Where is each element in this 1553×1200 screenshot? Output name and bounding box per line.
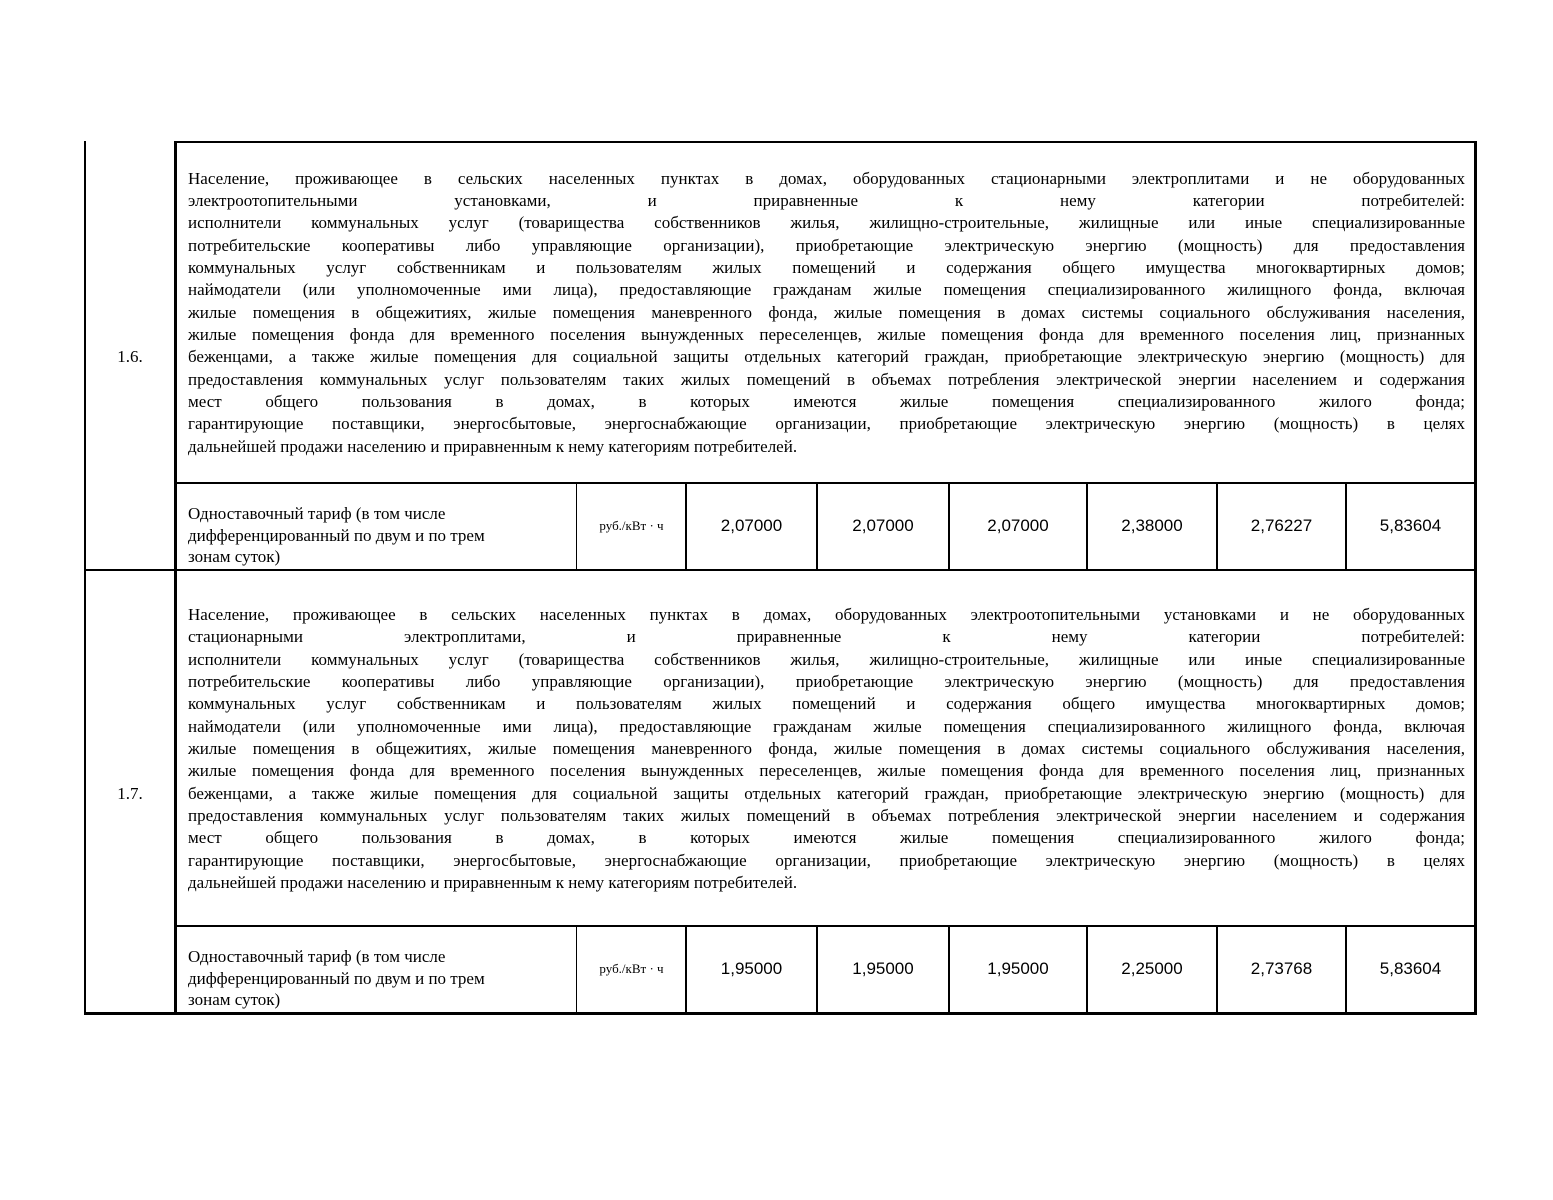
unit-label: руб./кВт · ч: [599, 518, 664, 533]
tariff-value: 1,95000: [987, 959, 1049, 978]
description-line: Население, проживающее в сельских населенных пунктах в домах, оборудованных стационарными электроплитами и не оборудованных: [188, 169, 1465, 188]
description-line: мест общего пользования в домах, в которых имеются жилые помещения специализированного жилого фонда;: [188, 392, 1465, 411]
tariff-value: 2,76227: [1250, 516, 1313, 535]
description-line: наймодатели (или уполномоченные ими лица), предоставляющие гражданам жилые помещения специализированного жилищного фонда, включая: [188, 717, 1465, 736]
description-line: исполнители коммунальных услуг (товарищества собственников жилья, жилищно-строительные, жилищные или иные специализированные: [188, 650, 1465, 669]
tariff-name-line: Одноставочный тариф (в том числе: [188, 947, 446, 966]
tariff-name-line: Одноставочный тариф (в том числе: [188, 504, 446, 523]
description-line: жилые помещения фонда для временного поселения вынужденных переселенцев, жилые помещения фонда для временного поселения лиц, признанных: [188, 761, 1465, 780]
unit-label: руб./кВт · ч: [599, 961, 664, 976]
description-line: дальнейшей продажи населению и приравненным к нему категориям потребителей.: [188, 873, 798, 892]
description-line: гарантирующие поставщики, энергосбытовые, энергоснабжающие организации, приобретающие электрическую энергию (мощность) в целях: [188, 414, 1465, 433]
description-line: предоставления коммунальных услуг пользователям таких жилых помещений в объемах потребления электрической энергии населением и содержания: [188, 806, 1465, 825]
tariff-value: 1,95000: [852, 959, 914, 978]
tariff-name-line: зонам суток): [188, 990, 281, 1009]
description-line: стационарными электроплитами, и приравненные к нему категории потребителей:: [188, 627, 1465, 646]
description-line: электроотопительными установками, и приравненные к нему категории потребителей:: [188, 191, 1465, 210]
tariff-value: 2,07000: [852, 516, 914, 535]
description-line: гарантирующие поставщики, энергосбытовые, энергоснабжающие организации, приобретающие электрическую энергию (мощность) в целях: [188, 851, 1465, 870]
description-line: жилые помещения в общежитиях, жилые помещения маневренного фонда, жилые помещения в домах системы социального обслуживания населения,: [188, 739, 1465, 758]
description-line: исполнители коммунальных услуг (товарищества собственников жилья, жилищно-строительные, жилищные или иные специализированные: [188, 213, 1465, 232]
table-border-right: [1474, 141, 1477, 1015]
description-line: беженцами, а также жилые помещения для социальной защиты отдельных категорий граждан, приобретающие электрическую энергию (мощность) для: [188, 784, 1465, 803]
tariff-name-line: дифференцированный по двум и по трем: [188, 526, 485, 545]
tariff-name-line: дифференцированный по двум и по трем: [188, 969, 485, 988]
table-border-bottom: [84, 1012, 1477, 1015]
description-line: коммунальных услуг собственникам и пользователям жилых помещений и содержания общего имущества многоквартирных домов;: [188, 258, 1465, 277]
tariff-value: 2,38000: [1121, 516, 1183, 535]
tariff-value: 2,07000: [720, 516, 783, 535]
tariff-value: 2,25000: [1121, 959, 1183, 978]
tariff-name-line: зонам суток): [188, 547, 281, 566]
tariff-value: 2,73768: [1250, 959, 1313, 978]
table-border-left: [84, 141, 86, 1015]
row-divider: [174, 482, 1477, 484]
description-line: коммунальных услуг собственникам и пользователям жилых помещений и содержания общего имущества многоквартирных домов;: [188, 694, 1465, 713]
tariff-value: 5,83604: [1379, 959, 1442, 978]
description-line: потребительские кооперативы либо управляющие организации), приобретающие электрическую энергию (мощность) для предоставления: [188, 672, 1465, 691]
row-number: 1.6.: [117, 347, 143, 366]
tariff-value: 2,07000: [987, 516, 1049, 535]
description-line: потребительские кооперативы либо управляющие организации), приобретающие электрическую энергию (мощность) для предоставления: [188, 236, 1465, 255]
description-line: жилые помещения фонда для временного поселения вынужденных переселенцев, жилые помещения фонда для временного поселения лиц, признанных: [188, 325, 1465, 344]
description-line: предоставления коммунальных услуг пользователям таких жилых помещений в объемах потребления электрической энергии населением и содержания: [188, 370, 1465, 389]
description-line: беженцами, а также жилые помещения для социальной защиты отдельных категорий граждан, приобретающие электрическую энергию (мощность) для: [188, 347, 1465, 366]
description-line: мест общего пользования в домах, в которых имеются жилые помещения специализированного жилого фонда;: [188, 828, 1465, 847]
description-line: дальнейшей продажи населению и приравненным к нему категориям потребителей.: [188, 437, 798, 456]
table-border-number-column: [174, 141, 177, 1015]
tariff-value: 1,95000: [720, 959, 783, 978]
description-line: наймодатели (или уполномоченные ими лица), предоставляющие гражданам жилые помещения специализированного жилищного фонда, включая: [188, 280, 1465, 299]
tariff-value: 5,83604: [1379, 516, 1442, 535]
row-number: 1.7.: [117, 784, 143, 803]
row-divider: [174, 925, 1477, 927]
description-line: Население, проживающее в сельских населенных пунктах в домах, оборудованных электроотопительными установками и не оборудованных: [188, 605, 1465, 624]
description-line: жилые помещения в общежитиях, жилые помещения маневренного фонда, жилые помещения в домах системы социального обслуживания населения,: [188, 303, 1465, 322]
row-divider: [84, 569, 1477, 571]
table-border-top: [174, 141, 1477, 143]
